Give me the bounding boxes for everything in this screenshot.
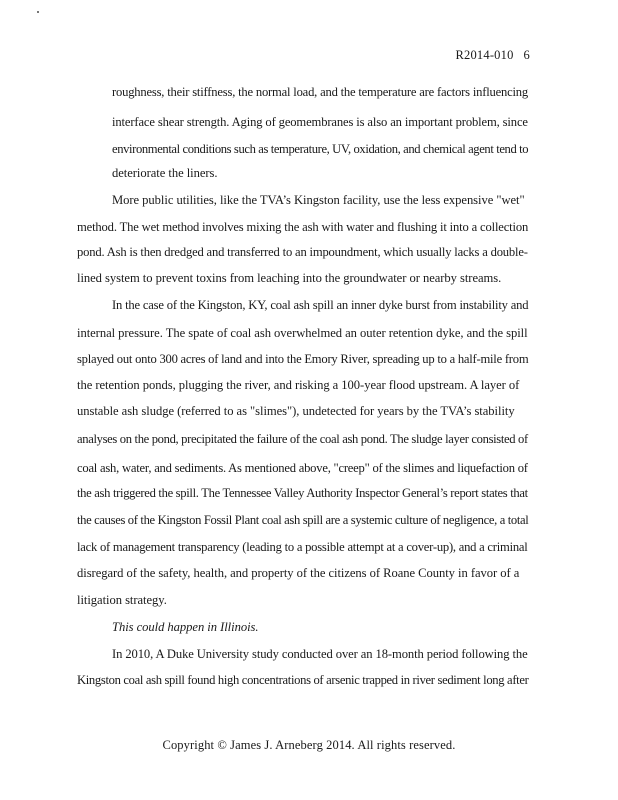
text-line: the causes of the Kingston Fossil Plant coal ash spill are a systemic culture of negligence, a total	[77, 513, 529, 527]
text-line: roughness, their stiffness, the normal load, and the temperature are factors influencing	[112, 85, 529, 99]
document-id: R2014-010	[455, 48, 514, 62]
text-line: splayed out onto 300 acres of land and into the Emory River, spreading up to a half-mile from	[77, 352, 529, 366]
text-line: Kingston coal ash spill found high concentrations of arsenic trapped in river sediment long after	[77, 673, 529, 687]
text-line: deteriorate the liners.	[112, 166, 218, 180]
text-line: lack of management transparency (leading to a possible attempt at a cover-up), and a criminal	[77, 540, 528, 554]
text-line: analyses on the pond, precipitated the failure of the coal ash pond. The sludge layer consisted of	[77, 432, 528, 446]
copyright-footer: Copyright © James J. Arneberg 2014. All rights reserved.	[162, 738, 456, 752]
page-number: 6	[523, 48, 530, 62]
text-line: unstable ash sludge (referred to as "slimes"), undetected for years by the TVA’s stability	[77, 404, 515, 418]
scan-speck	[37, 11, 39, 13]
text-line: lined system to prevent toxins from leaching into the groundwater or nearby streams.	[77, 271, 502, 285]
text-line: internal pressure. The spate of coal ash overwhelmed an outer retention dyke, and the spill	[77, 326, 528, 340]
text-line: litigation strategy.	[77, 593, 167, 607]
text-line: the retention ponds, plugging the river, and risking a 100-year flood upstream. A layer of	[77, 378, 520, 392]
paragraph-first-line: More public utilities, like the TVA’s Kingston facility, use the less expensive "wet"	[112, 193, 525, 207]
text-line: pond. Ash is then dredged and transferred to an impoundment, which usually lacks a double-	[77, 245, 528, 259]
section-heading: This could happen in Illinois.	[112, 620, 259, 634]
paragraph-first-line: In the case of the Kingston, KY, coal ash spill an inner dyke burst from instability and	[112, 298, 529, 312]
text-line: interface shear strength. Aging of geomembranes is also an important problem, since	[112, 115, 528, 129]
text-line: method. The wet method involves mixing the ash with water and flushing it into a collection	[77, 220, 529, 234]
paragraph-first-line: In 2010, A Duke University study conducted over an 18-month period following the	[112, 647, 528, 661]
text-line: coal ash, water, and sediments. As mentioned above, "creep" of the slimes and liquefaction of	[77, 461, 528, 475]
text-line: disregard of the safety, health, and property of the citizens of Roane County in favor of a	[77, 566, 520, 580]
page-header	[455, 48, 530, 63]
text-line: the ash triggered the spill. The Tennessee Valley Authority Inspector General’s report states that	[77, 486, 528, 500]
text-line: environmental conditions such as temperature, UV, oxidation, and chemical agent tend to	[112, 142, 529, 156]
